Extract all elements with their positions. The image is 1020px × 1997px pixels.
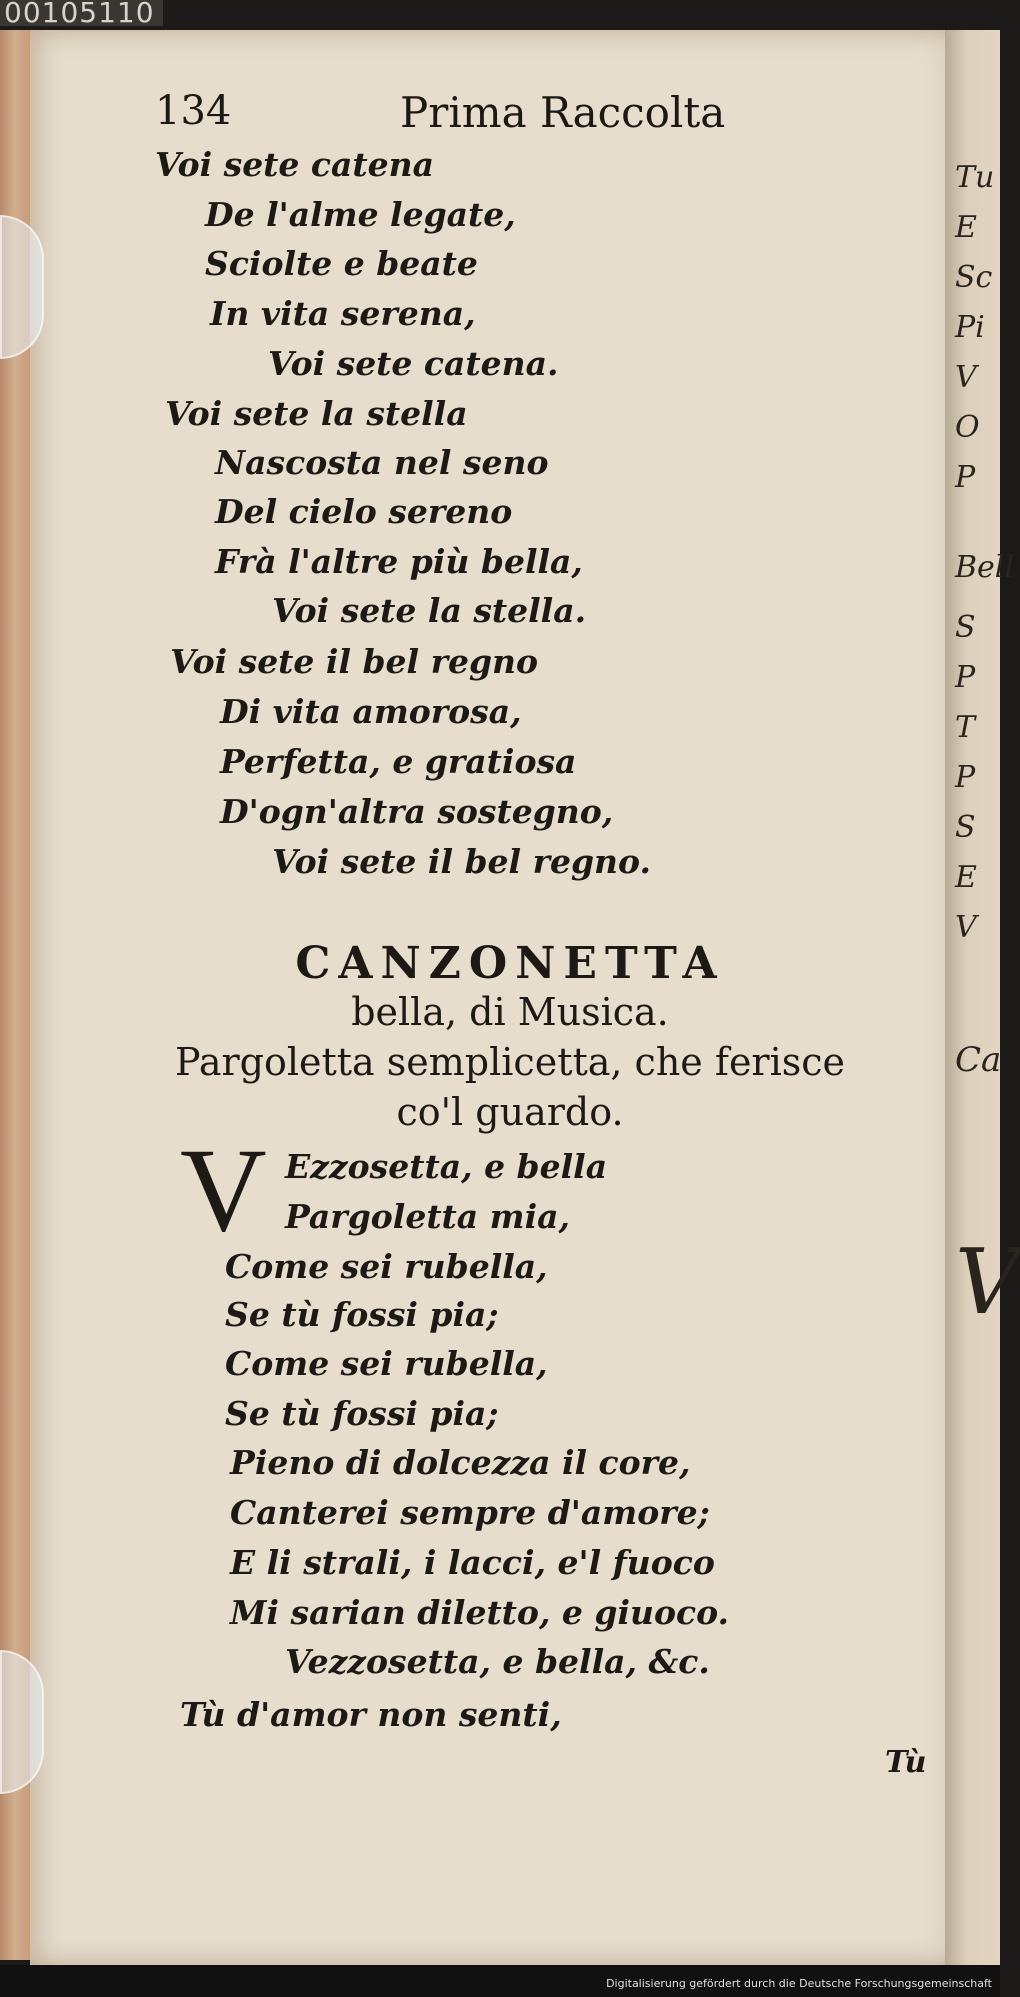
verse-line: Del cielo sereno bbox=[215, 492, 513, 531]
drop-cap: V bbox=[180, 1123, 267, 1256]
facing-page-fragment: V bbox=[955, 910, 977, 945]
facing-page-fragment: P bbox=[955, 460, 976, 495]
verse-line: Se tù fossi pia; bbox=[225, 1295, 499, 1334]
facing-page-fragment: V bbox=[955, 360, 977, 395]
facing-page-fragment: E bbox=[955, 860, 977, 895]
verse-line: Frà l'altre più bella, bbox=[215, 542, 583, 581]
verse-line: Ezzosetta, e bella bbox=[285, 1147, 608, 1186]
catchword: Tù bbox=[885, 1745, 927, 1780]
facing-page-fragment: O bbox=[955, 410, 980, 445]
facing-page-fragment: Ca bbox=[955, 1040, 1002, 1080]
verse-line: De l'alme legate, bbox=[205, 195, 516, 234]
book-clip-bottom bbox=[0, 1650, 44, 1794]
verse-line: Sciolte e beate bbox=[205, 244, 478, 283]
section-description: Pargoletta semplicetta, che ferisce bbox=[174, 1040, 846, 1084]
verse-line: Vezzosetta, e bella, &c. bbox=[285, 1642, 710, 1681]
facing-page-fragment: Sc bbox=[955, 260, 993, 295]
verse-line: Voi sete la stella. bbox=[272, 591, 587, 630]
facing-page-fragment: S bbox=[955, 810, 976, 845]
verse-line: Pieno di dolcezza il core, bbox=[230, 1443, 691, 1482]
section-title: CANZONETTA bbox=[295, 938, 725, 989]
section-subtitle: bella, di Musica. bbox=[351, 990, 669, 1034]
verse-line: Voi sete catena. bbox=[268, 344, 559, 383]
digitization-credit: Digitalisierung gefördert durch die Deutsche Forschungsgemeinschaft bbox=[606, 1977, 992, 1990]
running-title: Prima Raccolta bbox=[400, 88, 726, 137]
scan-id-label: 00105110 bbox=[0, 0, 163, 26]
facing-page-fragment: Tu bbox=[955, 160, 995, 195]
facing-page-fragment: S bbox=[955, 610, 976, 645]
page-number: 134 bbox=[155, 88, 232, 134]
verse-line: E li strali, i lacci, e'l fuoco bbox=[230, 1543, 715, 1582]
verse-line: Voi sete la stella bbox=[165, 394, 468, 433]
verse-line: Mi sarian diletto, e giuoco. bbox=[230, 1593, 730, 1632]
verse-line: Tù d'amor non senti, bbox=[180, 1695, 562, 1734]
facing-page-fragment: Bell bbox=[955, 550, 1014, 585]
facing-page-fragment: P bbox=[955, 660, 976, 695]
facing-page-edge bbox=[945, 30, 1020, 1965]
facing-page-fragment: Pi bbox=[955, 310, 985, 345]
verse-line: Come sei rubella, bbox=[225, 1344, 548, 1383]
verse-line: Di vita amorosa, bbox=[220, 692, 522, 731]
facing-page-fragment: V bbox=[955, 1230, 1020, 1335]
verse-line: D'ogn'altra sostegno, bbox=[220, 792, 614, 831]
verse-line: Pargoletta mia, bbox=[285, 1197, 570, 1236]
verse-line: Se tù fossi pia; bbox=[225, 1394, 499, 1433]
verse-line: Voi sete catena bbox=[155, 145, 435, 184]
verse-line: Voi sete il bel regno. bbox=[272, 842, 651, 881]
verse-line: Voi sete il bel regno bbox=[170, 642, 539, 681]
book-clip-top bbox=[0, 215, 44, 359]
facing-page-fragment: E bbox=[955, 210, 977, 245]
facing-page-fragment: T bbox=[955, 710, 976, 745]
verse-line: Perfetta, e gratiosa bbox=[220, 742, 577, 781]
verse-line: Canterei sempre d'amore; bbox=[230, 1493, 710, 1532]
verse-line: Nascosta nel seno bbox=[215, 443, 549, 482]
section-description-cont: co'l guardo. bbox=[396, 1090, 624, 1134]
facing-page-fragment: P bbox=[955, 760, 976, 795]
page-header bbox=[155, 88, 755, 136]
verse-line: In vita serena, bbox=[210, 294, 476, 333]
verse-line: Come sei rubella, bbox=[225, 1247, 548, 1286]
